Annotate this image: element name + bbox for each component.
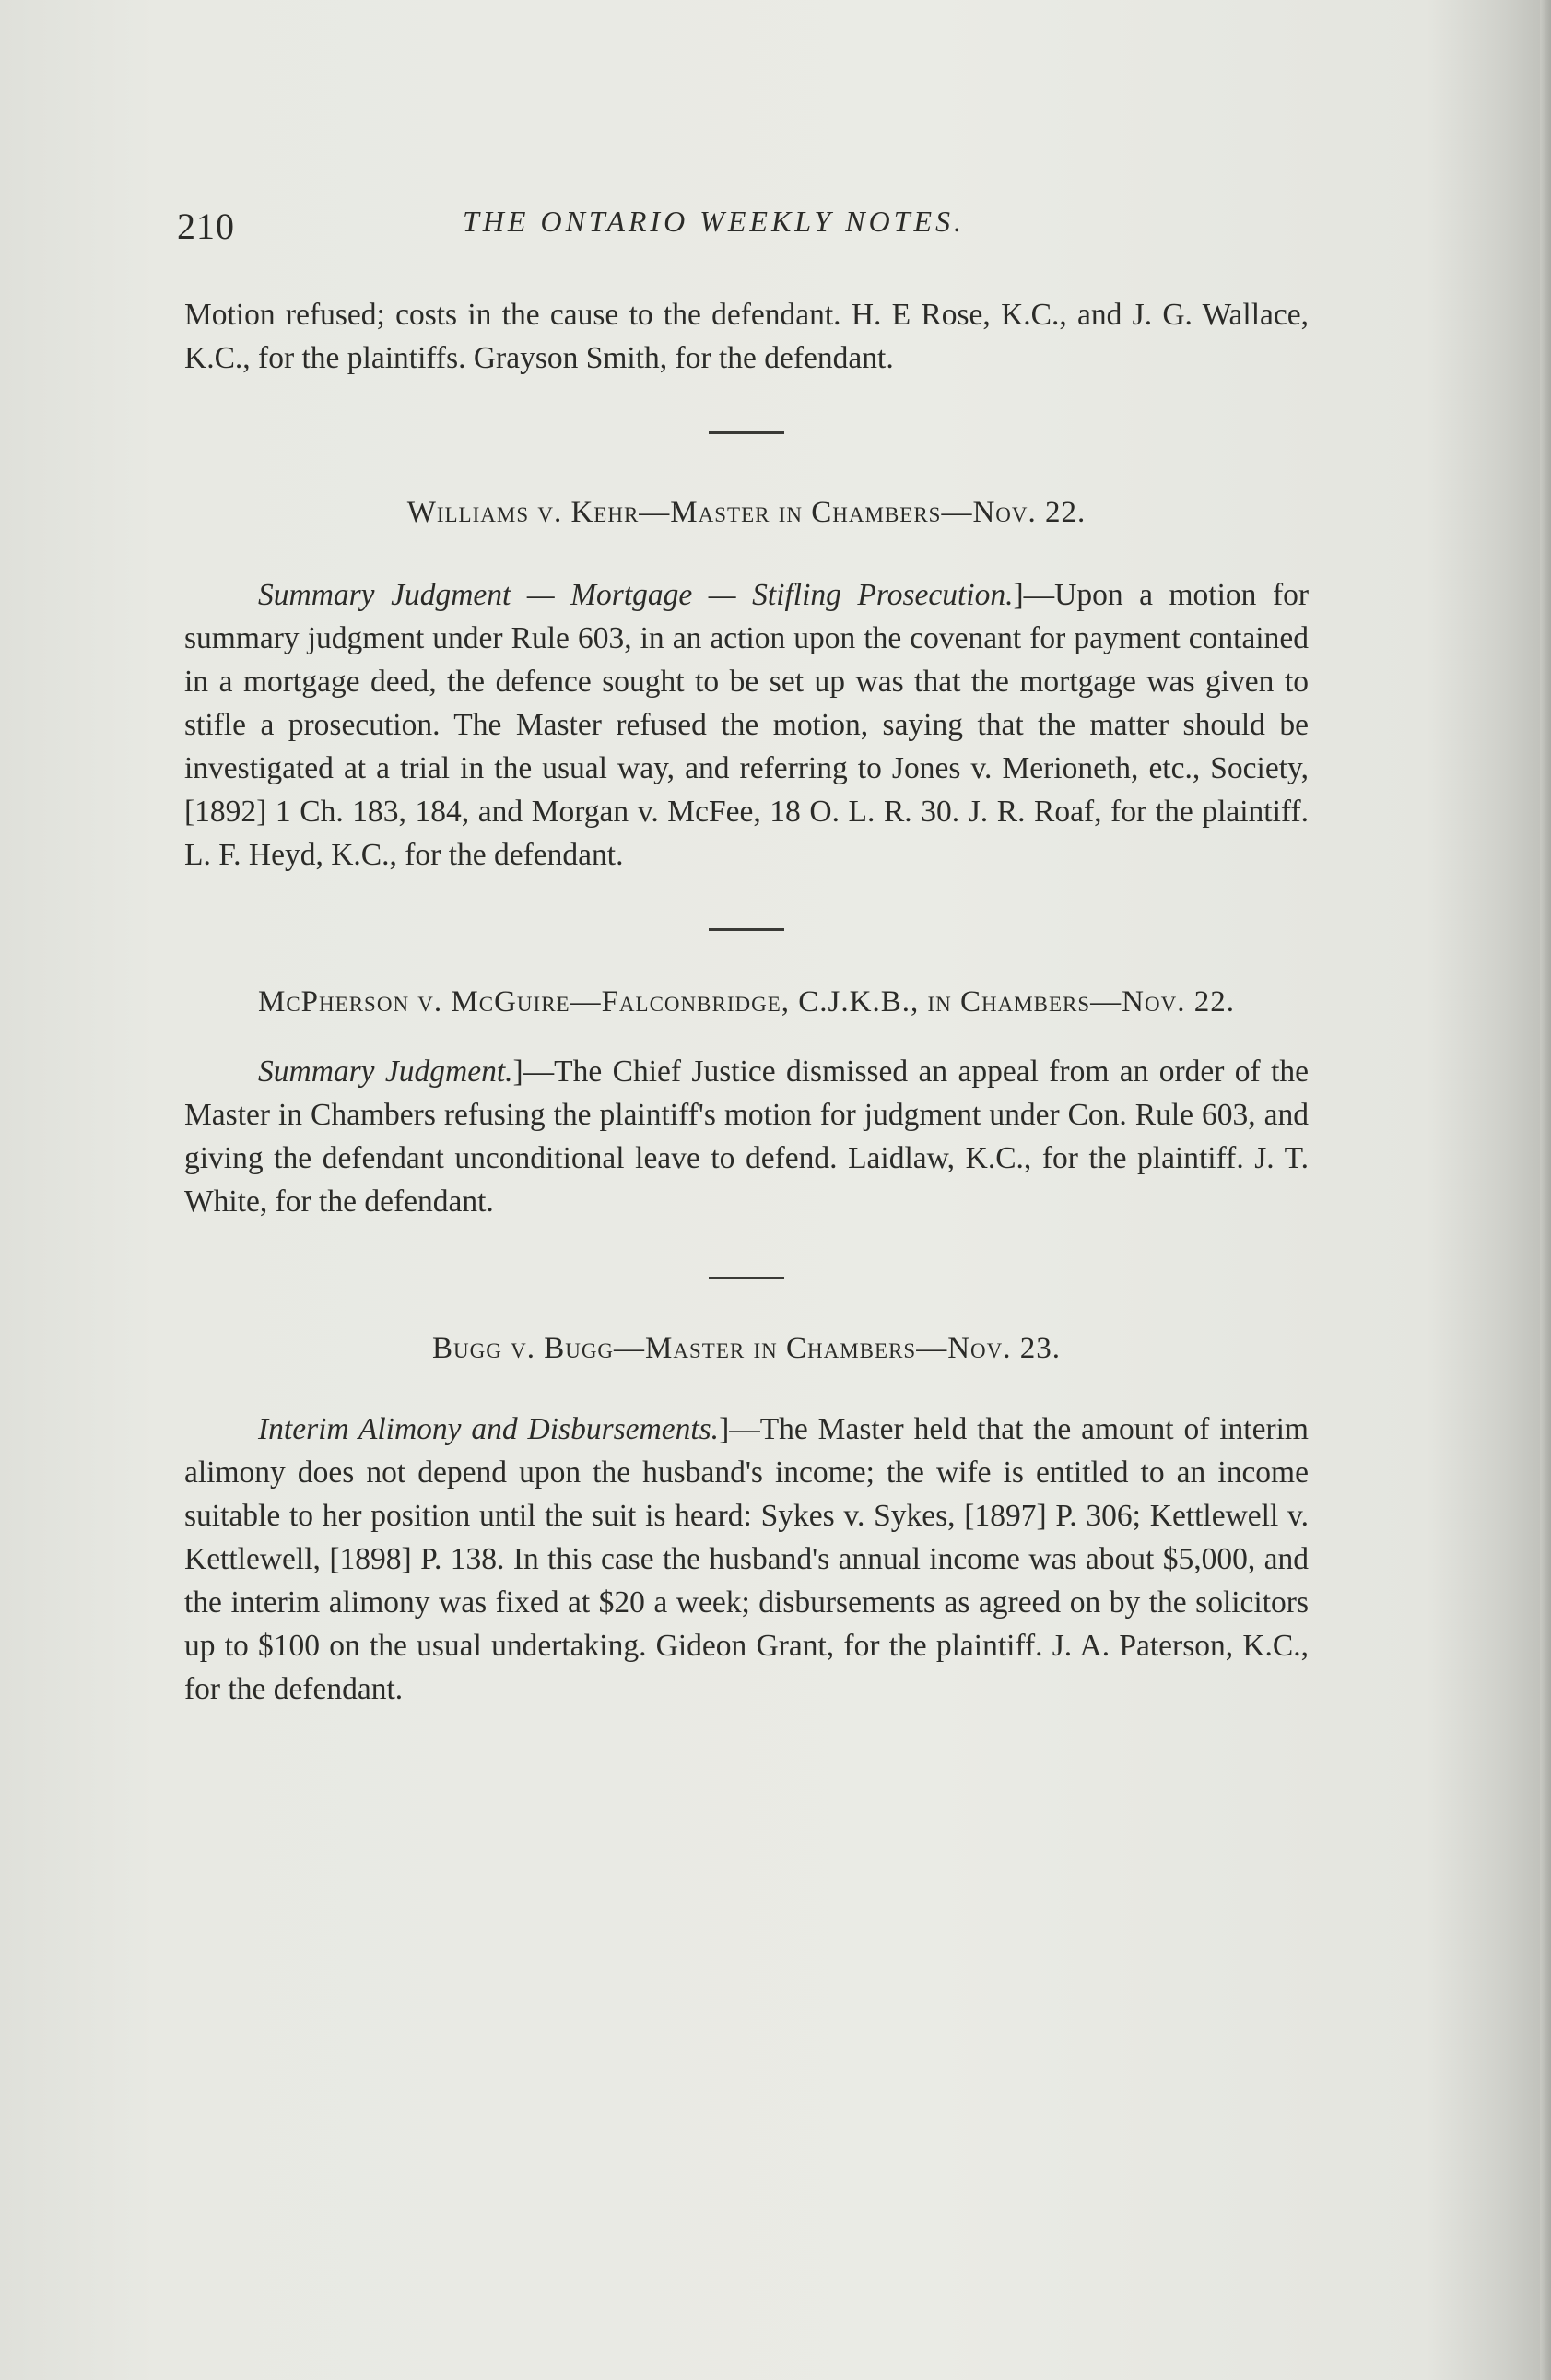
case-paragraph-williams-v-kehr xyxy=(184,573,1309,877)
catchword: Summary Judgment. xyxy=(258,1055,513,1089)
case-text: ]—Upon a motion for summary judgment under Rule 603, in an action upon the covenant for payment contained in a mortgage deed, the defence sought to be set up was that the mortgage was given to stifle a prosecution. The Master refused the motion, saying that the matter should be investigated at a trial in the usual way, and referring to Jones v. Merioneth, etc., Society, [1892] 1 Ch. 183, 184, and Morgan v. McFee, 18 O. L. R. 30. J. R. Roaf, for the plaintiff. L. F. Heyd, K.C., for the defendant. xyxy=(184,578,1310,872)
case-text: ]—The Master held that the amount of interim alimony does not depend upon the husband's income; the wife is entitled to an income suitable to her position until the suit is heard: Sykes v. Sykes, [1897] P. 306; Kettlewell v. Kettlewell, [1898] P. 138. In this case the husband's annual income was about $5,000, and the interim alimony was fixed at $20 a week; disbursements as agreed on by the solicitors up to $100 on the usual undertaking. Gideon Grant, for the plaintiff. J. A. Paterson, K.C., for the defendant. xyxy=(184,1412,1309,1706)
case-heading-bugg-v-bugg: Bugg v. Bugg—Master in Chambers—Nov. 23. xyxy=(432,1332,1061,1365)
catchword: Summary Judgment — Mortgage — Stifling Prosecution. xyxy=(258,578,1014,612)
case-heading-williams-v-kehr: Williams v. Kehr—Master in Chambers—Nov. 22. xyxy=(406,496,1087,529)
page-header xyxy=(177,205,1320,260)
case-text: ]—The Chief Justice dismissed an appeal from an order of the Master in Chambers refusing the plaintiff's motion for judgment under Con. Rule 603, and giving the defendant unconditional leave to defend. Laidlaw, K.C., for the plaintiff. J. T. White, for the defendant. xyxy=(184,1055,1309,1219)
case-paragraph-mcpherson-v-mcguire xyxy=(184,1050,1309,1223)
catchword: Interim Alimony and Disbursements. xyxy=(258,1412,720,1446)
page-edge xyxy=(1540,0,1551,2380)
continuation-paragraph: Motion refused; costs in the cause to the defendant. H. E Rose, K.C., and J. G. Wallace, K.C., for the plaintiffs. Grayson Smith, for the defendant. xyxy=(184,298,1309,375)
page-body xyxy=(184,293,1309,1711)
running-title: THE ONTARIO WEEKLY NOTES. xyxy=(463,205,966,238)
case-paragraph-bugg-v-bugg xyxy=(184,1408,1309,1711)
case-heading-mcpherson-v-mcguire: McPherson v. McGuire—Falconbridge, C.J.K.B., in Chambers—Nov. 22. xyxy=(258,985,1235,1019)
page-number: 210 xyxy=(177,206,235,247)
